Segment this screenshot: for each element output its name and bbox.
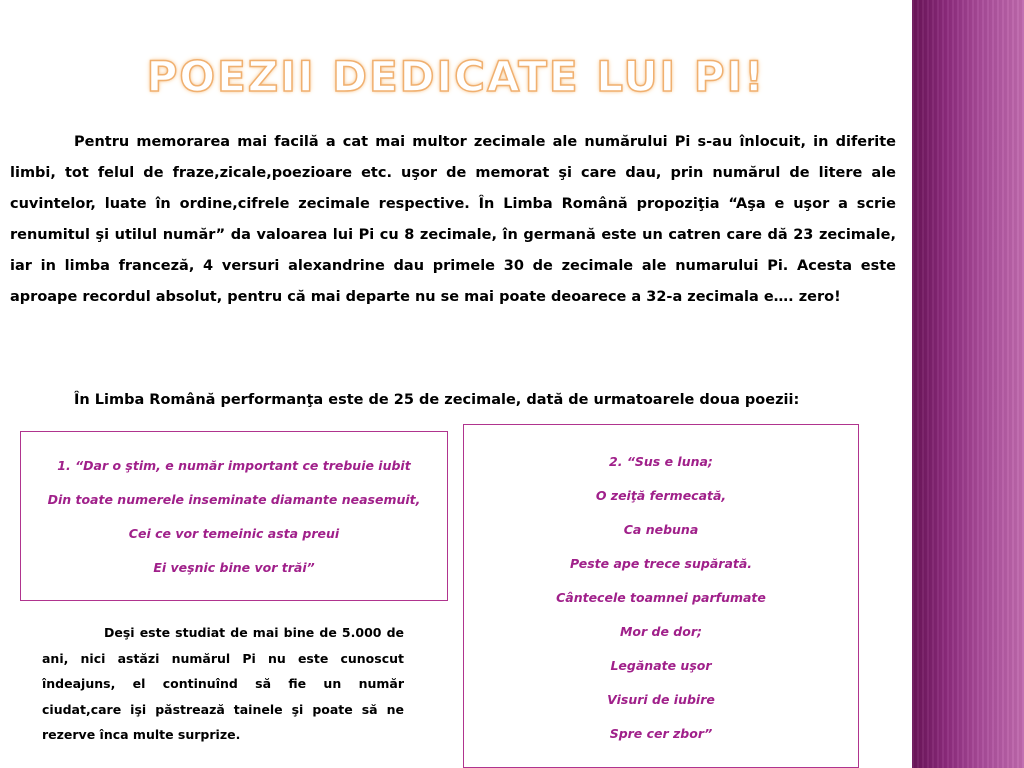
poem-1-line: 1. “Dar o ştim, e număr important ce trebuie iubit — [57, 458, 411, 473]
decorative-side-band — [912, 0, 1024, 768]
page-title: POEZII DEDICATE LUI PI! — [146, 52, 766, 101]
poem-1-line: Cei ce vor temeinic asta preui — [128, 526, 340, 541]
poem-2-line: Peste ape trece supărată. — [569, 556, 753, 571]
poem-2-line: Cântecele toamnei parfumate — [556, 590, 766, 605]
poem-2-line: O zeiţă fermecată, — [595, 488, 727, 503]
poem-2-line: 2. “Sus e luna; — [609, 454, 713, 469]
poem-2-box — [463, 424, 859, 768]
poem-2-line: Spre cer zbor” — [609, 726, 713, 741]
poem-2-line: Visuri de iubire — [607, 692, 715, 707]
main-paragraph: Pentru memorarea mai facilă a cat mai multor zecimale ale numărului Pi s-au înlocuit, in diferite limbi, tot felul de fraze,zicale,poezioare etc. uşor de memorat şi care dau, prin numărul de litere ale cuvintelor, luate în ordine,cifrele zecimale respective. În Limba Română propoziţia “Aşa e uşor a scrie renumitul şi utilul număr” da valoarea lui Pi cu 8 zecimale, în germană este un catren care dă 23 zecimale, iar in limba franceză, 4 versuri alexandrine dau primele 30 de zecimale ale numarului Pi. Acesta este aproape recordul absolut, pentru că mai departe nu se mai poate deoarece a 32-a zecimala e…. zero! — [10, 134, 896, 305]
poem-2-line: Mor de dor; — [619, 624, 703, 639]
bottom-paragraph: Deşi este studiat de mai bine de 5.000 de ani, nici astăzi numărul Pi nu este cunoscut îndeajuns, el continuînd să fie un număr ciudat,care işi păstrează tainele şi poate să ne rezerve înca multe surprize. — [42, 625, 404, 742]
intro-line: În Limba Română performanţa este de 25 de zecimale, dată de urmatoarele doua poezii: — [74, 392, 800, 408]
poem-2-line: Ca nebuna — [623, 522, 699, 537]
poem-2-line: Legănate uşor — [610, 658, 712, 673]
poem-1-box — [20, 431, 448, 601]
poem-1-line: Din toate numerele inseminate diamante neasemuit, — [47, 492, 421, 507]
poem-1-line: Ei veşnic bine vor trăi” — [153, 560, 315, 575]
